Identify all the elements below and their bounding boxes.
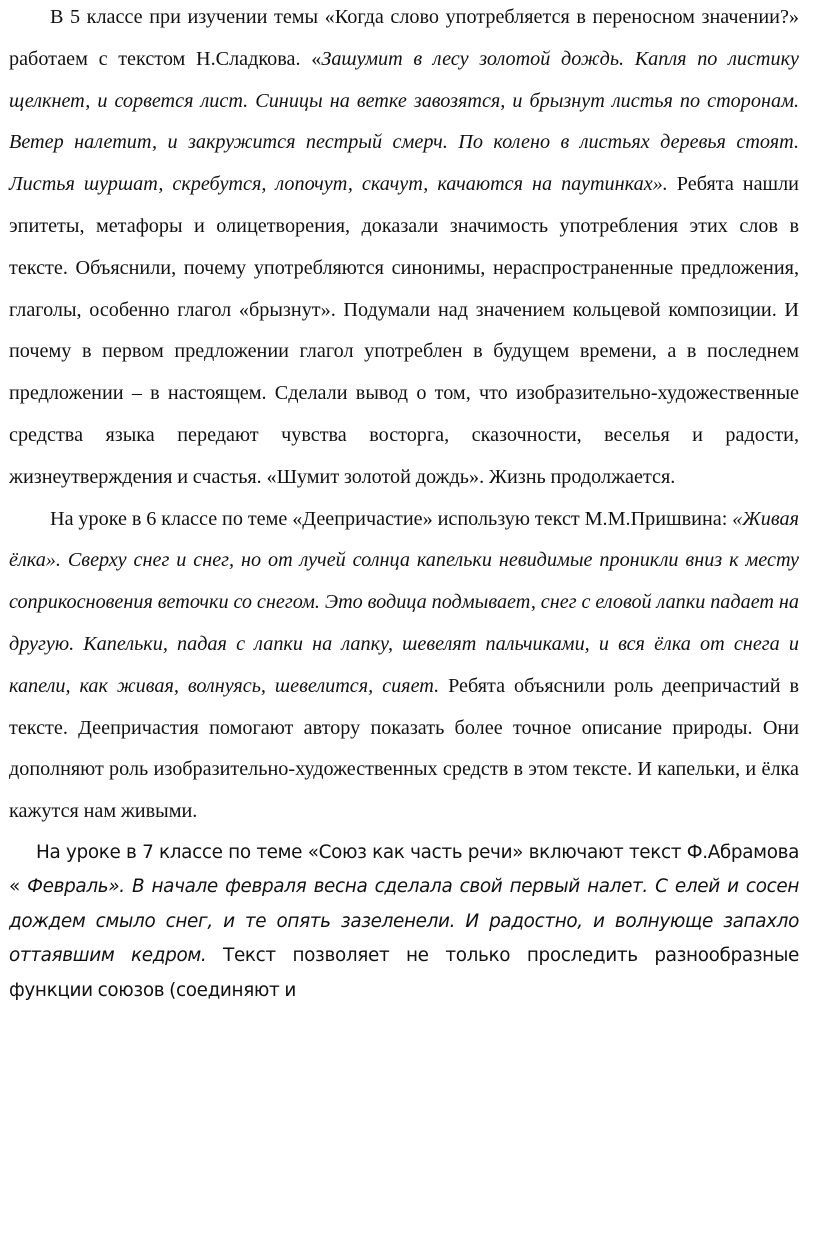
- paragraph-grade-5-tail: Ребята нашли эпитеты, метафоры и олицетворения, доказали значимость употребления этих слов в тексте. Объяснили, почему употребляются синонимы, нераспространенные предложения, глаголы, особенно глагол «брызнут». Подумали над значением кольцевой композиции. И почему в первом предложении глагол употреблен в будущем времени, а в последнем предложении – в настоящем. Сделали вывод о том, что изобразительно-художественные средства языка передают чувства восторга, сказочности, веселья и радости, жизнеутверждения и счастья. «Шумит золотой дождь». Жизнь продолжается.: [9, 173, 799, 488]
- paragraph-grade-6-tail: Ребята объяснили роль деепричастий в тексте. Деепричастия помогают автору показать более точное описание природы. Они дополняют роль изобразительно-художественных средств в этом тексте. И капельки, и ёлка кажутся нам живыми.: [9, 674, 799, 823]
- prishvin-quote: «Живая ёлка». Сверху снег и снег, но от лучей солнца капельки невидимые проникли вниз к месту соприкосновения веточки со снегом. Это водица подмывает, снег с еловой лапки падает на другую. Капельки, падая с лапки на лапку, шевелят пальчиками, и вся ёлка от снега и капели, как живая, волнуясь, шевелится, сияет.: [9, 507, 799, 697]
- paragraph-grade-7: [9, 836, 799, 1009]
- abramov-quote: Февраль». В начале февраля весна сделала свой первый налет. С елей и сосен дождем смыло снег, и те опять зазеленели. И радостно, и волнующе запахло оттаявшим кедром.: [9, 876, 799, 967]
- document-page: [9, 0, 799, 1008]
- paragraph-grade-6-lead: На уроке в 6 классе по теме «Деепричастие» использую текст М.М.Пришвина:: [50, 507, 733, 530]
- paragraph-grade-7-tail: Текст позволяет не только проследить разнообразные функции союзов (соединяют и: [9, 945, 799, 1001]
- paragraph-grade-6: [9, 499, 799, 833]
- paragraph-grade-5-lead: В 5 классе при изучении темы «Когда слово употребляется в переносном значении?» работаем с текстом Н.Сладкова. «: [9, 6, 799, 70]
- sladkov-quote: Зашумит в лесу золотой дождь. Капля по листику щелкнет, и сорвется лист. Синицы на ветке завозятся, и брызнут листья по сторонам. Ветер налетит, и закружится пестрый смерч. По колено в листьях деревья стоят. Листья шуршат, скребутся, лопочут, скачут, качаются на паутинках».: [9, 47, 800, 196]
- paragraph-grade-7-lead: На уроке в 7 классе по теме «Союз как часть речи» включают текст Ф.Абрамова «: [9, 841, 799, 898]
- paragraph-grade-5: [9, 0, 799, 499]
